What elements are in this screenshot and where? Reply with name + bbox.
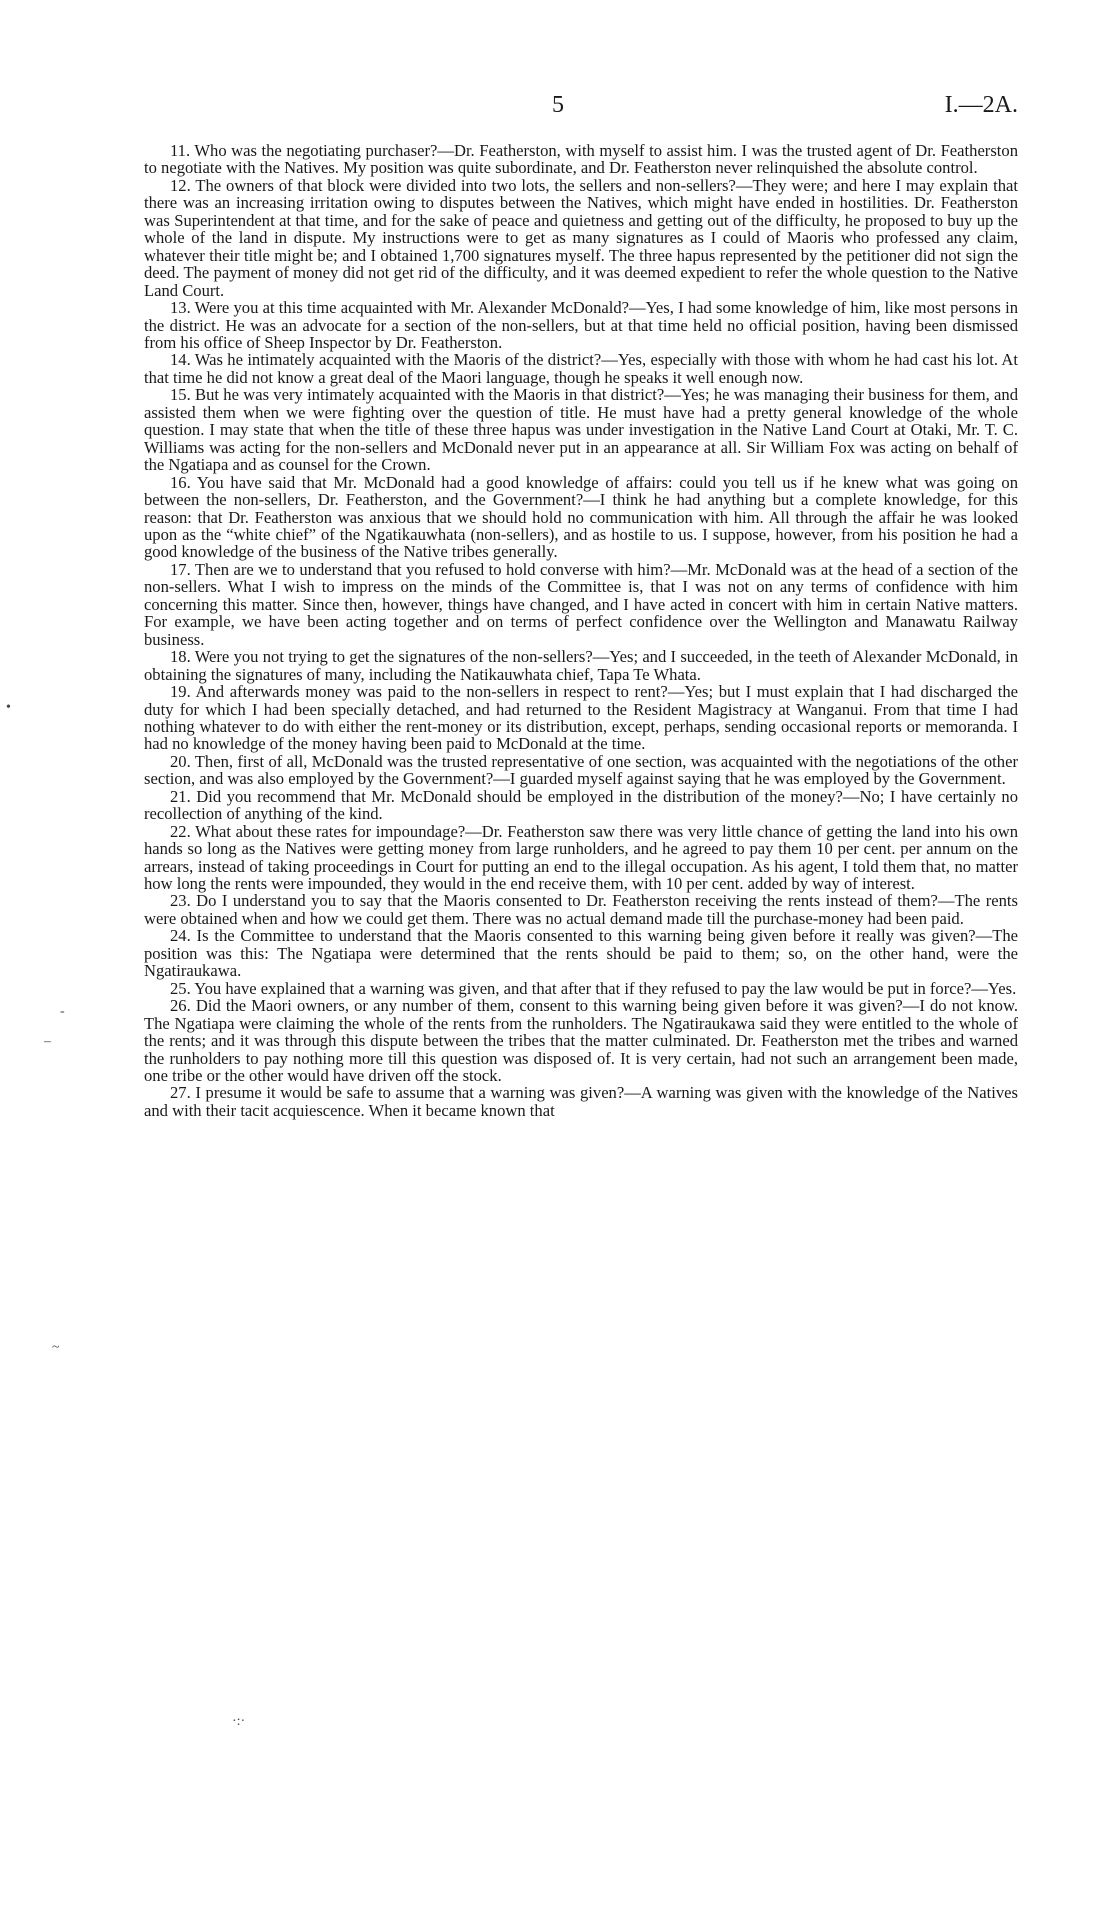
paragraph-q15: 15. But he was very intimately acquainted with the Maoris in that district?—Yes; he was managing their business for them, and assisted them when we were fighting over the question of title. He must have had a pretty general knowledge of the whole question. I may state that when the title of these three hapus was under investigation in the Native Land Court at Otaki, Mr. T. C. Williams was acting for the non-sellers and McDonald never put in an appearance at all. Sir William Fox was acting on behalf of the Ngatiapa and as counsel for the Crown. [144,385,1018,475]
paragraph-q19: 19. And afterwards money was paid to the non-sellers in respect to rent?—Yes; but I must explain that I had discharged the duty for which I had been specially detached, and had returned to the Resident Magistracy at Wanganui. From that time I had nothing whatever to do with either the rent-money or its distribution, except, perhaps, sending occasional reports or memoranda. I had no knowledge of the money having been paid to McDonald at the time. [144,682,1018,754]
paragraph-q25: 25. You have explained that a warning was given, and that after that if they refused to pay the law would be put in force?—Yes. [170,978,1017,998]
paragraph-q18: 18. Were you not trying to get the signatures of the non-sellers?—Yes; and I succeeded, in the teeth of Alexander McDonald, in obtaining the signatures of many, including the Natikauwhata chief, Tapa Te Whata. [144,647,1018,684]
paragraph-q21: 21. Did you recommend that Mr. McDonald should be employed in the distribution of the money?—No; I have certainly no recollection of anything of the kind. [144,786,1018,824]
margin-dash-mark: – [44,1034,51,1049]
paragraph-q16: 16. You have said that Mr. McDonald had a good knowledge of affairs: could you tell us if he knew what was going on between the non-sellers, Dr. Featherston, and the Government?—I think he had anything but a complete knowledge, for this reason: that Dr. Featherston was anxious that we should hold no communication with him. All through the affair he was looked upon as the “white chief” of the Ngatikauwhata (non-sellers), and as hostile to us. I suppose, however, from his position he had a good knowledge of the business of the Native tribes generally. [144,472,1018,562]
paragraph-q26: 26. Did the Maori owners, or any number of them, consent to this warning being given before it was given?—I do not know. The Ngatiapa were claiming the whole of the rents from the runholders. The Ngatiraukawa said they were entitled to the whole of the rents; and it was through this dispute between the tribes that the matter culminated. Dr. Featherston met the tribes and warned the runholders to pay nothing more till this question was disposed of. It is very certain, had not such an arrangement been made, one tribe or the other would have driven off the stock. [144,996,1018,1086]
margin-dash-mark: - [60,1004,65,1019]
bottom-smudge-mark: ·:· [232,1714,246,1729]
document-body [144,142,1018,1119]
paragraph-q27: 27. I presume it would be safe to assume that a warning was given?—A warning was given with the knowledge of the Natives and with their tacit acquiescence. When it became known that [144,1083,1018,1120]
document-reference: I.—2A. [944,92,1018,118]
paragraph-q17: 17. Then are we to understand that you refused to hold converse with him?—Mr. McDonald was at the head of a section of the non-sellers. What I wish to impress on the minds of the Committee is, that I was not on any terms of confidence with him concerning this matter. Since then, however, things have changed, and I have acted in concert with him in certain Native matters. For example, we have been acting together and on terms of perfect confidence over the Wellington and Manawatu Railway business. [144,559,1018,649]
paragraph-q11: 11. Who was the negotiating purchaser?—Dr. Featherston, with myself to assist him. I was the trusted agent of Dr. Featherston to negotiate with the Natives. My position was quite subordinate, and Dr. Featherston never relinquished the absolute control. [144,141,1018,178]
margin-smudge-mark: ~ [52,1340,60,1355]
margin-dot-mark: • [6,700,11,715]
paragraph-q13: 13. Were you at this time acquainted with Mr. Alexander McDonald?—Yes, I had some knowledge of him, like most persons in the district. He was an advocate for a section of the non-sellers, but at that time held no official position, having been dismissed from his office of Sheep Inspector by Dr. Featherston. [144,298,1018,352]
paragraph-q12: 12. The owners of that block were divided into two lots, the sellers and non-sellers?—They were; and here I may explain that there was an increasing irritation owing to disputes between the Natives, which might have ended in hostilities. Dr. Featherston was Superintendent at that time, and for the sake of peace and quietness and getting out of the difficulty, he proposed to buy up the whole of the land in dispute. My instructions were to get as many signatures as I could of Maoris who professed any claim, whatever their title might be; and I obtained 1,700 signatures myself. The three hapus represented by the petitioner did not sign the deed. The payment of money did not get rid of the difficulty, and it was deemed expedient to refer the whole question to the Native Land Court. [144,175,1018,300]
page-number: 5 [552,92,564,118]
paragraph-q20: 20. Then, first of all, McDonald was the trusted representative of one section, was acquainted with the negotiations of the other section, and was also employed by the Government?—I guarded myself against saying that he was employed by the Government. [144,751,1018,789]
page-header [0,92,1114,122]
paragraph-q23: 23. Do I understand you to say that the Maoris consented to Dr. Featherston receiving the rents instead of them?—The rents were obtained when and how we could get them. There was no actual demand made till the purchase-money had been paid. [144,891,1018,928]
paragraph-q22: 22. What about these rates for impoundage?—Dr. Featherston saw there was very little chance of getting the land into his own hands so long as the Natives were getting money from large runholders, and he agreed to pay them 10 per cent. per annum on the arrears, instead of taking proceedings in Court for putting an end to the illegal occupation. As his agent, I told them that, no matter how long the rents were impounded, they would in the end receive them, with 10 per cent. added by way of interest. [144,821,1018,894]
paragraph-q24: 24. Is the Committee to understand that the Maoris consented to this warning being given before it really was given?—The position was this: The Ngatiapa were determined that the rents should be paid to them; so, on the other hand, were the Ngatiraukawa. [144,926,1018,981]
paragraph-q14: 14. Was he intimately acquainted with the Maoris of the district?—Yes, especially with those with whom he had cast his lot. At that time he did not know a great deal of the Maori language, though he speaks it well enough now. [144,350,1018,387]
